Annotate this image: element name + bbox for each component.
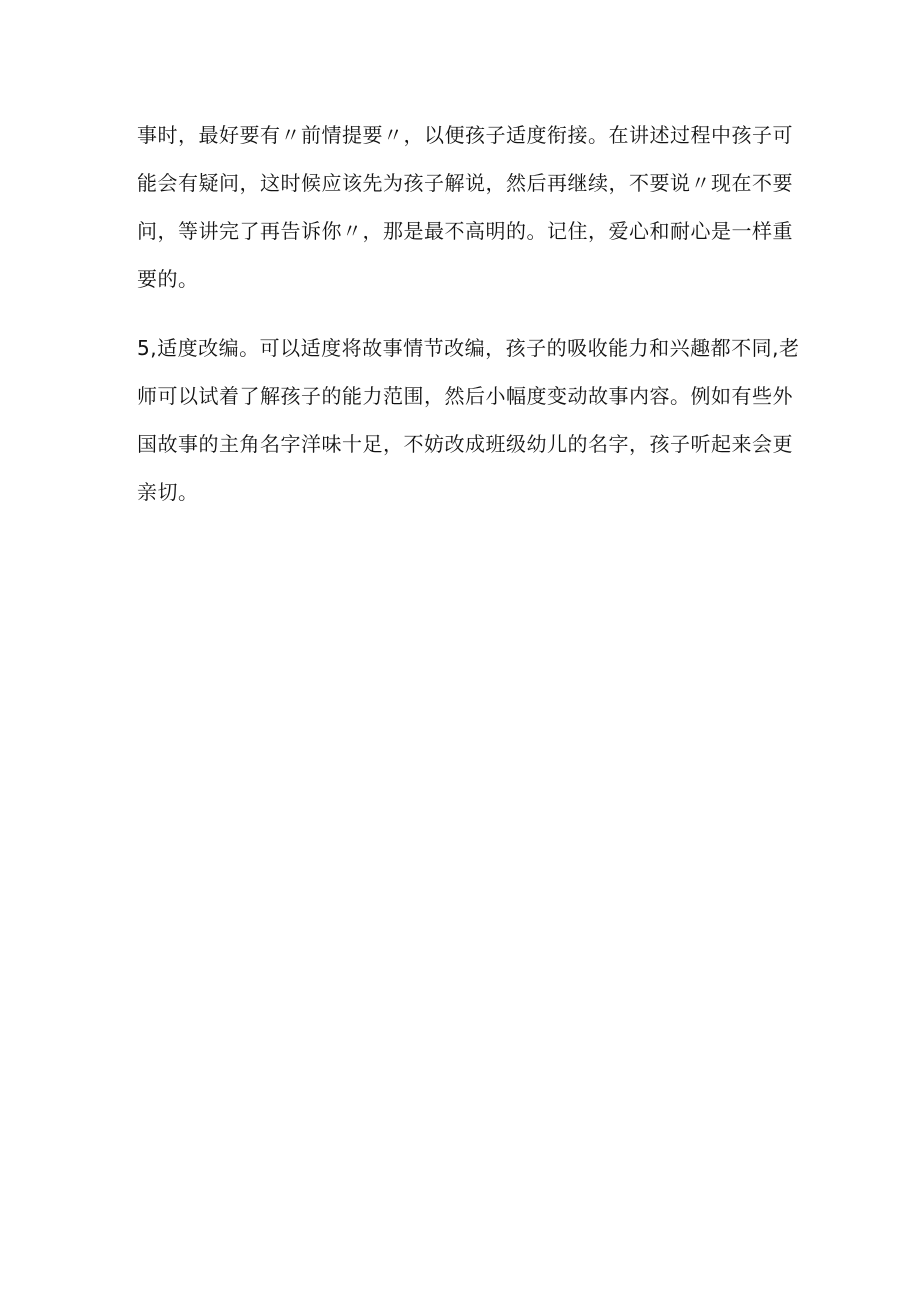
- document-page: [137, 111, 800, 516]
- text-line: 问，等讲完了再告诉你〃，那是最不高明的。记住，爱心和耐心是一样重: [137, 219, 793, 243]
- paragraph-storytelling-continuity: [137, 111, 793, 303]
- text-line: 亲切。: [137, 480, 199, 504]
- text-line: 5,适度改编。可以适度将故事情节改编，孩子的吸收能力和兴趣都不同,老: [137, 336, 800, 360]
- text-line: 事时，最好要有〃前情提要〃，以便孩子适度衔接。在讲述过程中孩子可: [137, 123, 793, 147]
- text-line: 能会有疑问，这时候应该先为孩子解说，然后再继续，不要说〃现在不要: [137, 171, 793, 195]
- text-line: 师可以试着了解孩子的能力范围，然后小幅度变动故事内容。例如有些外: [137, 384, 793, 408]
- text-line: 国故事的主角名字洋味十足，不妨改成班级幼儿的名字，孩子听起来会更: [137, 432, 793, 456]
- paragraph-adaptation: [137, 324, 800, 516]
- text-line: 要的。: [137, 267, 199, 291]
